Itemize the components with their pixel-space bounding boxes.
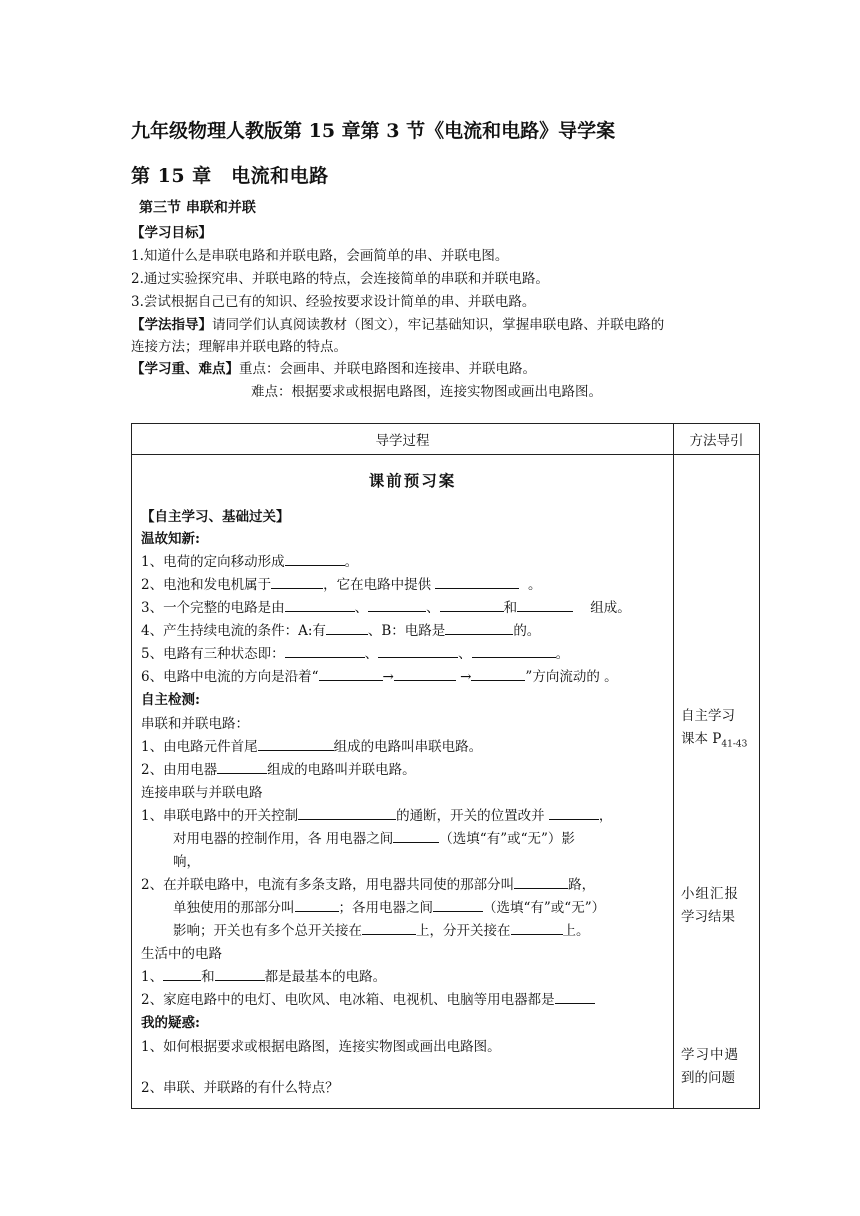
side-note-questions: 学习中遇 到的问题 xyxy=(681,1047,739,1086)
review-q3: 3、一个完整的电路是由 、 、 和 组成。 xyxy=(141,596,631,616)
series-q1-line3: 响， xyxy=(173,854,200,870)
goal-item-3: 3.尝试根据自己已有的知识、经验按要求设计简单的串、并联电路。 xyxy=(131,294,536,310)
answer-blank[interactable] xyxy=(471,666,525,681)
answer-blank[interactable] xyxy=(472,643,556,658)
preview-title: 课前预习案 xyxy=(368,471,457,490)
answer-blank[interactable] xyxy=(285,597,355,612)
answer-blank[interactable] xyxy=(517,597,573,612)
answer-blank[interactable] xyxy=(440,597,504,612)
answer-blank[interactable] xyxy=(394,666,456,681)
answer-blank[interactable] xyxy=(511,920,563,935)
connect-heading: 连接串联与并联电路 xyxy=(141,785,263,801)
parallel-q2-line1: 2、在并联电路中，电流有多条支路，用电器共同使的那部分叫 路， xyxy=(141,873,595,893)
chapter-heading: 第 15 章 电流和电路 xyxy=(131,165,329,187)
side-note-self-study: 自主学习 课本 $P_{41-43}$ xyxy=(681,708,748,750)
answer-blank[interactable] xyxy=(326,620,368,635)
answer-blank[interactable] xyxy=(319,666,383,681)
answer-blank[interactable] xyxy=(555,989,595,1004)
document-title: 九年级物理人教版第 15 章第 3 节《电流和电路》导学案 xyxy=(131,120,616,142)
side-note-group-report: 小组汇报 学习结果 xyxy=(681,886,739,925)
answer-blank[interactable] xyxy=(295,897,339,912)
goal-item-1: 1.知道什么是串联电路和并联电路，会画简单的串、并联电图。 xyxy=(131,248,509,264)
review-q1: 1、电荷的定向移动形成 。 xyxy=(141,550,358,570)
section-heading: 第三节 串联和并联 xyxy=(139,200,256,216)
method-text-2: 连接方法；理解串并联电路的特点。 xyxy=(131,339,347,355)
answer-blank[interactable] xyxy=(362,920,416,935)
answer-blank[interactable] xyxy=(549,805,599,820)
answer-blank[interactable] xyxy=(378,643,458,658)
parallel-q2-line3: 影响；开关也有多个总开关接在 上，分开关接在 上。 xyxy=(173,919,590,939)
check-q2: 2、由用电器 组成的电路叫并联电路。 xyxy=(141,758,416,778)
review-q4: 4、产生持续电流的条件：A:有 、B：电路是 的。 xyxy=(141,619,540,639)
answer-blank[interactable] xyxy=(393,828,439,843)
answer-blank[interactable] xyxy=(435,574,519,589)
answer-blank[interactable] xyxy=(298,805,396,820)
answer-blank[interactable] xyxy=(433,897,483,912)
method-line xyxy=(131,313,664,333)
goal-item-2: 2.通过实验探究串、并联电路的特点，会连接简单的串联和并联电路。 xyxy=(131,271,549,287)
life-q1: 1、 和 都是最基本的电路。 xyxy=(141,965,386,985)
key-heading: 【学习重、难点】 xyxy=(131,361,239,377)
answer-blank[interactable] xyxy=(285,551,345,566)
goals-heading: 【学习目标】 xyxy=(131,225,212,241)
check-q1: 1、由电路元件首尾 组成的电路叫串联电路。 xyxy=(141,735,482,755)
answer-blank[interactable] xyxy=(285,643,365,658)
review-q5: 5、电路有三种状态即： 、 、 。 xyxy=(141,642,569,662)
answer-blank[interactable] xyxy=(514,874,568,889)
method-cell xyxy=(674,455,760,1109)
review-heading: 温故知新: xyxy=(141,531,200,547)
key-text: 重点：会画串、并联电路图和连接串、并联电路。 xyxy=(239,361,536,377)
answer-blank[interactable] xyxy=(215,966,265,981)
answer-blank[interactable] xyxy=(368,597,426,612)
answer-blank[interactable] xyxy=(445,620,513,635)
life-heading: 生活中的电路 xyxy=(141,946,222,962)
review-q2: 2、电池和发电机属于 ，它在电路中提供 。 xyxy=(141,573,541,593)
method-heading: 【学法指导】 xyxy=(131,317,212,333)
difficult-text: 难点：根据要求或根据电路图，连接实物图或画出电路图。 xyxy=(251,384,602,400)
check-heading: 自主检测: xyxy=(141,692,200,708)
answer-blank[interactable] xyxy=(271,574,323,589)
answer-blank[interactable] xyxy=(163,966,201,981)
process-cell xyxy=(132,455,674,1109)
series-q1-line2: 对用电器的控制作用，各 用电器之间 （选填“有”或“无”）影 xyxy=(173,827,575,847)
doubt-q1: 1、如何根据要求或根据电路图，连接实物图或画出电路图。 xyxy=(141,1039,501,1055)
header-method: 方法导引 xyxy=(674,424,760,455)
parallel-q2-line2: 单独使用的那部分叫 ；各用电器之间 （选填“有”或“无”） xyxy=(173,896,605,916)
doubt-heading: 我的疑惑: xyxy=(141,1015,200,1031)
series-q1-line1: 1、串联电路中的开关控制 的通断，开关的位置改并 ， xyxy=(141,804,612,824)
self-study-heading: 【自主学习、基础过关】 xyxy=(141,509,290,525)
series-parallel-heading: 串联和并联电路： xyxy=(141,716,249,732)
answer-blank[interactable] xyxy=(258,736,334,751)
key-points-line xyxy=(131,357,536,377)
doubt-q2: 2、串联、并联路的有什么特点？ xyxy=(141,1080,339,1096)
review-q6: 6、电路中电流的方向是沿着“ → → ”方向流动的 。 xyxy=(141,665,618,685)
method-text: 请同学们认真阅读教材（图文），牢记基础知识，掌握串联电路、并联电路的 xyxy=(212,317,665,333)
study-table xyxy=(131,423,760,1109)
answer-blank[interactable] xyxy=(217,759,267,774)
header-process: 导学过程 xyxy=(132,424,674,455)
life-q2: 2、家庭电路中的电灯、电吹风、电冰箱、电视机、电脑等用电器都是 xyxy=(141,988,595,1008)
